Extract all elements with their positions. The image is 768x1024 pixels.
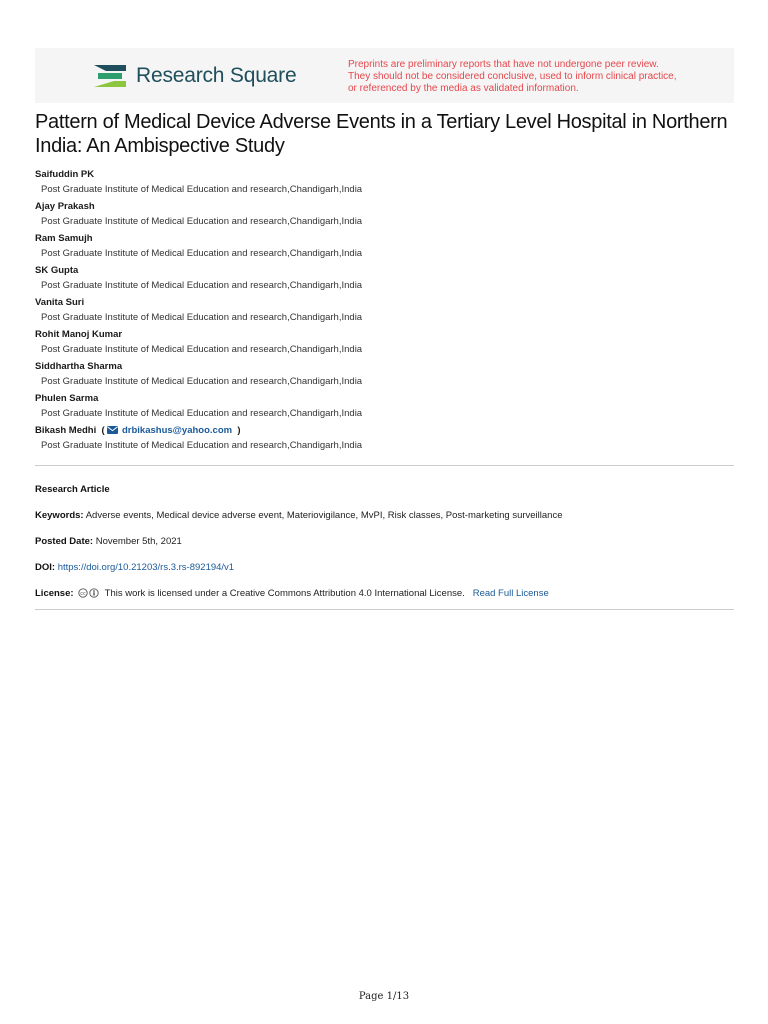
author-list: [35, 167, 735, 455]
author-name: SK Gupta: [35, 265, 79, 276]
author-email-link[interactable]: [107, 425, 234, 436]
author-name: Vanita Suri: [35, 297, 85, 308]
svg-text:cc: cc: [80, 591, 86, 598]
author-name: Saifuddin PK: [35, 169, 95, 180]
disclaimer-line: or referenced by the media as validated information.: [348, 83, 579, 94]
paper-title: Pattern of Medical Device Adverse Events in a Tertiary Level Hospital in Northern India: An Ambispective Study: [35, 111, 728, 157]
author-affiliation: Post Graduate Institute of Medical Education and research,Chandigarh,India: [41, 184, 363, 195]
keywords-label: Keywords:: [35, 510, 84, 521]
divider: [35, 609, 734, 610]
envelope-icon: [107, 426, 118, 434]
author-affiliation: Post Graduate Institute of Medical Education and research,Chandigarh,India: [41, 408, 363, 419]
author-entry: [35, 423, 735, 455]
disclaimer-line: They should not be considered conclusive, used to inform clinical practice,: [348, 71, 677, 82]
posted-date-row: [35, 536, 182, 547]
creative-commons-icon: [78, 588, 100, 598]
read-full-license-link[interactable]: Read Full License: [472, 588, 549, 599]
author-affiliation: Post Graduate Institute of Medical Education and research,Chandigarh,India: [41, 248, 363, 259]
author-affiliation: Post Graduate Institute of Medical Education and research,Chandigarh,India: [41, 440, 363, 451]
author-name: Phulen Sarma: [35, 393, 99, 404]
author-name: Rohit Manoj Kumar: [35, 329, 123, 340]
keywords-row: [35, 510, 562, 521]
author-name: Siddhartha Sharma: [35, 361, 123, 372]
author-affiliation: Post Graduate Institute of Medical Education and research,Chandigarh,India: [41, 216, 363, 227]
email-paren-close: ): [234, 425, 241, 436]
divider: [35, 465, 734, 466]
author-entry: [35, 231, 735, 263]
page-number: Page 1/13: [358, 991, 410, 1002]
author-name: Ajay Prakash: [35, 201, 95, 212]
posted-date-label: Posted Date:: [35, 536, 94, 547]
article-type-label: Research Article: [35, 484, 110, 495]
preprint-header: [35, 48, 734, 103]
research-square-logo-icon: [92, 63, 128, 89]
author-entry: [35, 295, 735, 327]
doi-label: DOI:: [35, 562, 56, 573]
author-affiliation: Post Graduate Institute of Medical Education and research,Chandigarh,India: [41, 280, 363, 291]
corresponding-author: [35, 423, 735, 438]
keywords-value: Adverse events, Medical device adverse event, Materiovigilance, MvPI, Risk classes, Post-marketing surveillance: [85, 510, 563, 521]
author-entry: [35, 359, 735, 391]
license-row: [35, 588, 549, 599]
author-affiliation: Post Graduate Institute of Medical Education and research,Chandigarh,India: [41, 312, 363, 323]
disclaimer-line: Preprints are preliminary reports that have not undergone peer review.: [348, 59, 659, 70]
posted-date-value: November 5th, 2021: [95, 536, 182, 547]
email-paren-open: (: [98, 425, 105, 436]
author-entry: [35, 327, 735, 359]
author-entry: [35, 199, 735, 231]
doi-link[interactable]: https://doi.org/10.21203/rs.3.rs-892194/v1: [57, 562, 235, 573]
article-type: [35, 484, 110, 495]
author-entry: [35, 263, 735, 295]
author-affiliation: Post Graduate Institute of Medical Education and research,Chandigarh,India: [41, 376, 363, 387]
author-email: drbikashus@yahoo.com: [121, 425, 233, 436]
logo-text: Research Square: [136, 64, 297, 87]
author-name: Ram Samujh: [35, 233, 93, 244]
author-entry: [35, 391, 735, 423]
doi-row: [35, 562, 234, 573]
license-label: License:: [35, 588, 74, 599]
author-entry: [35, 167, 735, 199]
author-name: Bikash Medhi: [35, 425, 97, 436]
author-affiliation: Post Graduate Institute of Medical Education and research,Chandigarh,India: [41, 344, 363, 355]
license-text: This work is licensed under a Creative Commons Attribution 4.0 International License.: [104, 588, 465, 599]
research-square-logo[interactable]: [92, 61, 296, 91]
preprint-disclaimer: [348, 59, 728, 95]
